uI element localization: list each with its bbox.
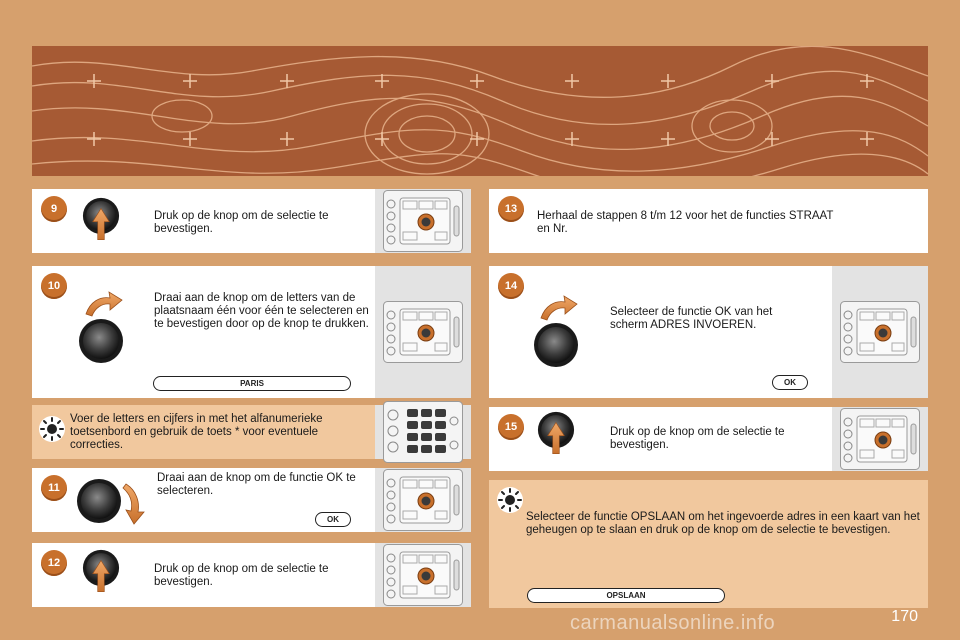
step-number-badge: 9	[41, 196, 67, 222]
tip-card-save	[489, 480, 928, 608]
contour-map-banner	[32, 46, 928, 176]
page-number: 170	[891, 608, 918, 625]
radio-panel-illustration	[375, 266, 471, 398]
step-number-badge: 10	[41, 273, 67, 299]
step-card-15	[489, 407, 928, 471]
keypad-panel-illustration	[375, 405, 471, 459]
radio-panel-illustration	[375, 468, 471, 532]
radio-panel-illustration	[832, 266, 928, 398]
screen-option-pill: OPSLAAN	[527, 588, 725, 603]
tip-lightbulb-icon	[39, 416, 65, 442]
knob-rotate-icon	[76, 288, 130, 368]
step-card-13	[489, 189, 928, 253]
step-number-badge: 13	[498, 196, 524, 222]
step-instruction: Druk op de knop om de selectie te bevestigen.	[610, 426, 785, 451]
knob-press-icon	[78, 197, 124, 243]
step-instruction: Druk op de knop om de selectie te bevestigen.	[154, 210, 329, 235]
step-instruction: Draai aan de knop om de functie OK te selecteren.	[157, 472, 356, 497]
radio-panel-illustration	[375, 189, 471, 253]
step-card-11	[32, 468, 471, 532]
contour-map-illustration	[32, 46, 928, 176]
knob-press-icon	[533, 411, 579, 457]
screen-option-pill: PARIS	[153, 376, 351, 391]
tip-text: Voer de letters en cijfers in met het alfanumerieke toetsenbord en gebruik de toets * voor eventuele correcties.	[70, 413, 323, 451]
step-number-badge: 15	[498, 414, 524, 440]
step-instruction: Herhaal de stappen 8 t/m 12 voor het de functies STRAAT en Nr.	[537, 210, 834, 235]
knob-press-icon	[78, 549, 124, 595]
knob-rotate-down-icon	[76, 476, 152, 526]
screen-option-pill: OK	[315, 512, 351, 527]
step-number-badge: 11	[41, 475, 67, 501]
step-card-10	[32, 266, 471, 398]
step-number-badge: 12	[41, 550, 67, 576]
tip-card-keypad	[32, 405, 471, 459]
step-instruction: Druk op de knop om de selectie te bevestigen.	[154, 563, 329, 588]
radio-panel-illustration	[832, 407, 928, 471]
radio-panel-illustration	[375, 543, 471, 607]
step-card-9	[32, 189, 471, 253]
step-instruction: Draai aan de knop om de letters van de plaatsnaam één voor één te selecteren en te bevestigen door op de knop te drukken.	[154, 292, 369, 330]
step-card-12	[32, 543, 471, 607]
step-instruction: Selecteer de functie OK van het scherm ADRES INVOEREN.	[610, 306, 773, 331]
step-number-badge: 14	[498, 273, 524, 299]
screen-option-pill: OK	[772, 375, 808, 390]
step-card-14	[489, 266, 928, 398]
watermark: carmanualsonline.info	[570, 612, 776, 634]
tip-text: Selecteer de functie OPSLAAN om het ingevoerde adres in een kaart van het geheugen op te slaan en druk op de knop om de selectie te bevestigen.	[526, 511, 920, 536]
knob-rotate-icon	[531, 292, 585, 372]
tip-lightbulb-icon	[497, 487, 523, 513]
